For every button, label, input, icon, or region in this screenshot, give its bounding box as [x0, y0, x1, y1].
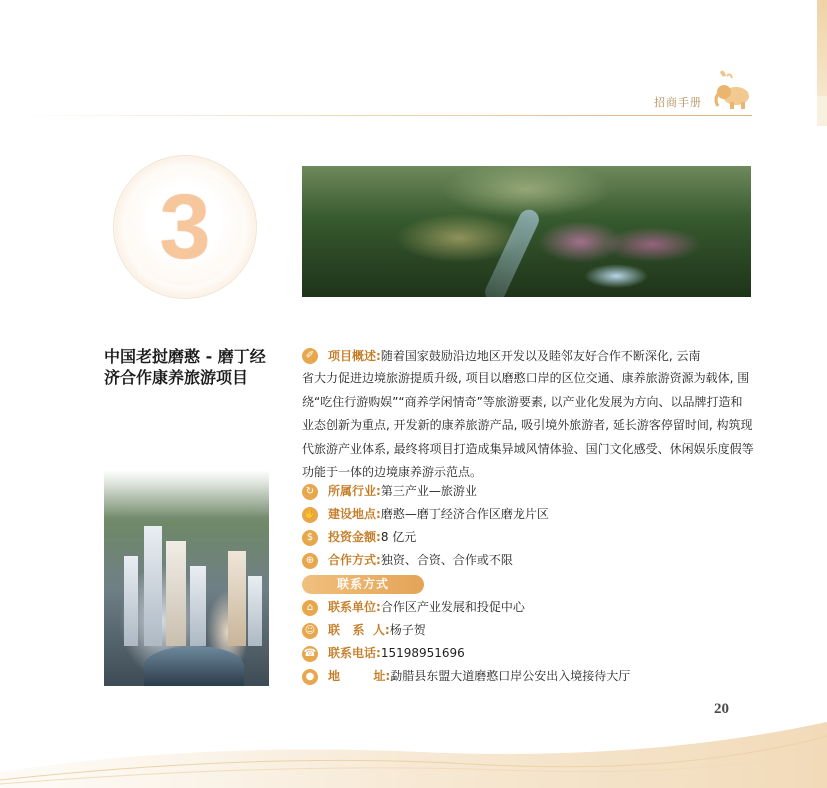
location-value: 磨憨—磨丁经济合作区磨龙片区 [380, 507, 549, 521]
overview-label: 项目概述: [328, 349, 381, 363]
location-line [328, 504, 754, 525]
contact-person-line [328, 620, 754, 641]
cooperation-value: 独资、合资、合作或不限 [380, 553, 513, 567]
aerial-resort-photo [302, 166, 751, 297]
overview-first-line [328, 346, 754, 367]
home-icon: ⌂ [302, 600, 318, 616]
contact-unit-line [328, 597, 754, 618]
industry-icon: ↻ [302, 484, 318, 500]
header-label: 招商手册 [654, 96, 702, 109]
industry-value: 第三产业—旅游业 [380, 484, 477, 498]
page-number: 20 [714, 701, 729, 717]
handshake-icon: ✋ [302, 507, 318, 523]
cooperation-label: 合作方式: [328, 553, 381, 567]
contact-address-label: 地 址: [328, 669, 391, 683]
pin-icon: ✐ [302, 348, 318, 364]
phone-icon: ☎ [302, 646, 318, 662]
investment-label: 投资金额: [328, 530, 381, 544]
contact-phone-line [328, 643, 754, 664]
project-title: 中国老挝磨憨 - 磨丁经济合作康养旅游项目 [104, 347, 266, 387]
decorative-stripe-light [817, 96, 827, 126]
photo-building [166, 541, 186, 646]
investment-line [328, 527, 754, 548]
industry-label: 所属行业: [328, 484, 381, 498]
header-divider [12, 115, 752, 116]
city-skyline-photo [104, 470, 269, 686]
contact-person-value: 杨子贺 [389, 623, 426, 637]
overview-first: 随着国家鼓励沿边地区开发以及睦邻友好合作不断深化, 云南 [380, 349, 701, 363]
overview-text: 省大力促进边境旅游提质升级, 项目以磨憨口岸的区位交通、康养旅游资源为载体, 围绕“吃住行游购娱”“商养学闲情奇”等旅游要素, 以产业化发展为方向、以品牌打造和业态创新为重点, 开发新的康养旅游产品, 吸引境外旅游者, 延长游客停留时间, 构筑现代旅游产业体系, 最终将项目打造成集异域风情体验、国门文化感受、休闲娱乐度假等功能于一体的边境康养游示范点。 [302, 371, 754, 479]
photo-building [190, 566, 206, 646]
investment-value: 8 亿元 [380, 530, 417, 544]
elephant-logo-icon [708, 66, 752, 110]
photo-building [124, 556, 138, 646]
location-pin-icon: ● [302, 669, 318, 685]
contact-phone-value: 15198951696 [380, 646, 465, 660]
photo-river [482, 206, 542, 297]
contact-unit-label: 联系单位: [328, 600, 381, 614]
contact-unit-value: 合作区产业发展和投促中心 [380, 600, 525, 614]
footer-wave-decoration [0, 712, 827, 788]
photo-water [144, 646, 244, 686]
cooperation-line [328, 550, 754, 571]
contact-address-value: 勐腊县东盟大道磨憨口岸公安出入境接待大厅 [390, 669, 631, 683]
overview-block [302, 346, 754, 479]
industry-line [328, 481, 754, 502]
contact-person-label: 联 系 人: [328, 623, 390, 637]
dollar-icon: $ [302, 530, 318, 546]
person-icon: ☺ [302, 623, 318, 639]
photo-building [228, 551, 246, 646]
location-label: 建设地点: [328, 507, 381, 521]
photo-building [144, 526, 162, 646]
contact-address-line [328, 666, 754, 687]
contact-phone-label: 联系电话: [328, 646, 381, 660]
photo-building [248, 576, 262, 646]
decorative-stripe [817, 0, 827, 96]
contact-heading: 联系方式 [302, 575, 424, 594]
globe-icon: ⊕ [302, 553, 318, 569]
section-number: 3 [159, 176, 211, 278]
